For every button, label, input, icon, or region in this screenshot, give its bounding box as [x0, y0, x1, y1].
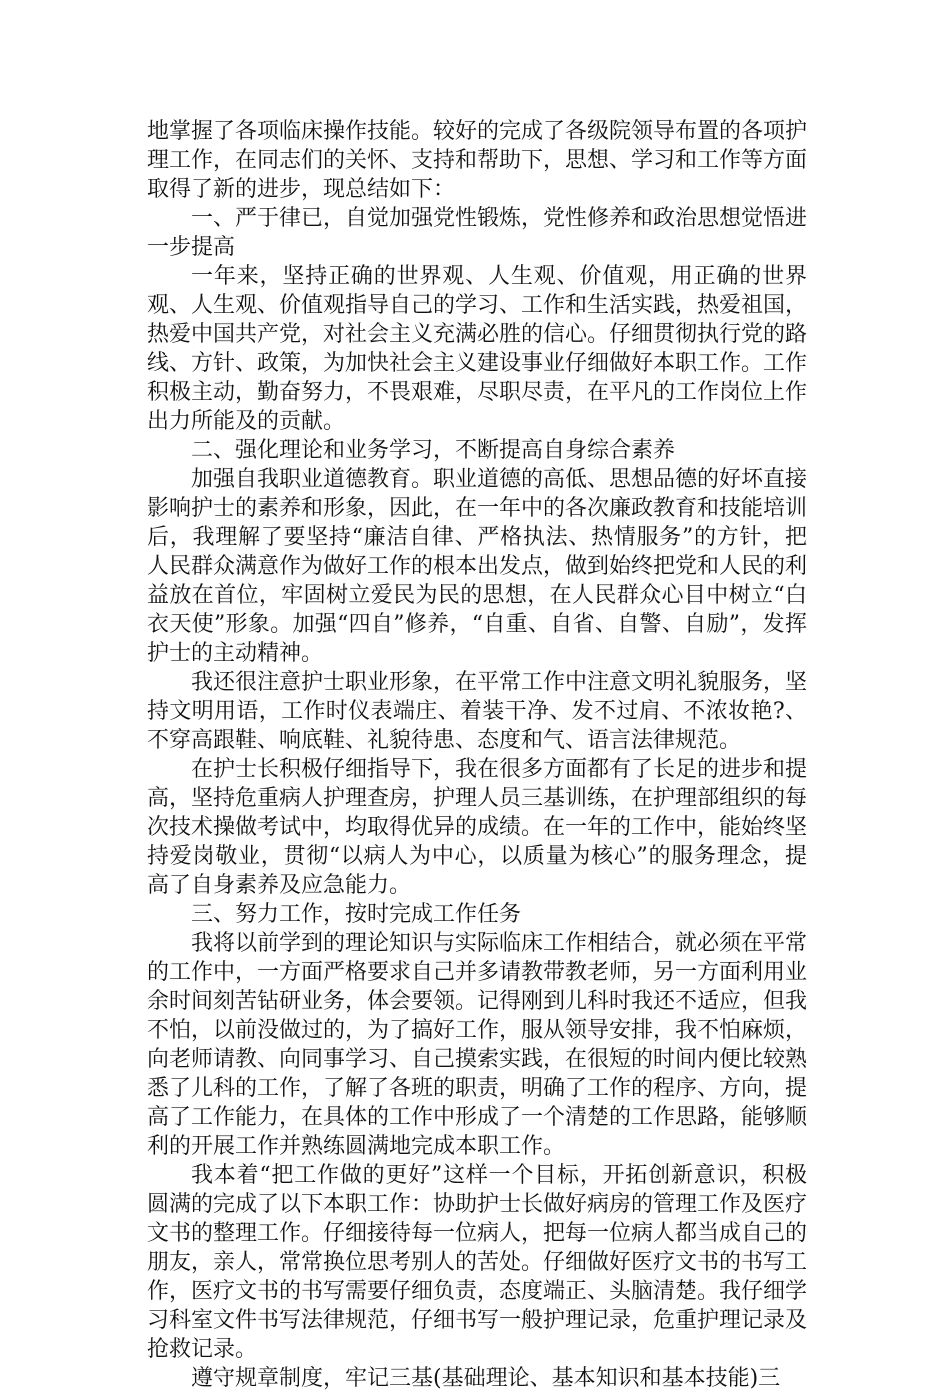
section-heading-2: 二、强化理论和业务学习，不断提高自身综合素养 — [191, 438, 676, 463]
paragraph-final: 遵守规章制度，牢记三基(基础理论、基本知识和基本技能)三 — [191, 1366, 781, 1391]
section-heading-3: 三、努力工作，按时完成工作任务 — [191, 902, 522, 927]
paragraph: 我将以前学到的理论知识与实际临床工作相结合，就必须在平常的工作中，一方面严格要求自己并多请教带教老师，另一方面利用业余时间刻苦钻研业务，体会要领。记得刚到儿科时我还不适应，但我不怕，以前没做过的，为了搞好工作，服从领导安排，我不怕麻烦，向老师请教、向同事学习、自己摸索实践，在很短的时间内便比较熟悉了儿科的工作，了解了各班的职责，明确了工作的程序、方向，提高了工作能力，在具体的工作中形成了一个清楚的工作思路，能够顺利的开展工作并熟练圆满地完成本职工作。 — [147, 931, 808, 1159]
paragraph: 一年来，坚持正确的世界观、人生观、价值观，用正确的世界观、人生观、价值观指导自己的学习、工作和生活实践，热爱祖国，热爱中国共产党，对社会主义充满必胜的信心。仔细贯彻执行党的路线、方针、政策，为加快社会主义建设事业仔细做好本职工作。工作积极主动，勤奋努力，不畏艰难，尽职尽责，在平凡的工作岗位上作出力所能及的贡献。 — [147, 264, 808, 434]
paragraph: 我本着“把工作做的更好”这样一个目标，开拓创新意识，积极圆满的完成了以下本职工作：协助护士长做好病房的管理工作及医疗文书的整理工作。仔细接待每一位病人，把每一位病人都当成自己的朋友，亲人，常常换位思考别人的苦处。仔细做好医疗文书的书写工作，医疗文书的书写需要仔细负责，态度端正、头脑清楚。我仔细学习科室文件书写法律规范，仔细书写一般护理记录，危重护理记录及抢救记录。 — [147, 1163, 808, 1362]
paragraph: 在护士长积极仔细指导下，我在很多方面都有了长足的进步和提高，坚持危重病人护理查房，护理人员三基训练，在护理部组织的每次技术操做考试中，均取得优异的成绩。在一年的工作中，能始终坚持爱岗敬业，贯彻“以病人为中心，以质量为核心”的服务理念，提高了自身素养及应急能力。 — [147, 757, 808, 898]
section-heading-1: 一、严于律已，自觉加强党性锻炼，党性修养和政治思想觉悟进一步提高 — [147, 206, 808, 260]
paragraph: 我还很注意护士职业形象，在平常工作中注意文明礼貌服务，坚持文明用语，工作时仪表端庄、着装干净、发不过肩、不浓妆艳?、不穿高跟鞋、响底鞋、礼貌待患、态度和气、语言法律规范。 — [147, 670, 808, 753]
document-body — [147, 117, 807, 1393]
paragraph-intro: 地掌握了各项临床操作技能。较好的完成了各级院领导布置的各项护理工作，在同志们的关怀、支持和帮助下，思想、学习和工作等方面取得了新的进步，现总结如下： — [147, 119, 808, 202]
paragraph: 加强自我职业道德教育。职业道德的高低、思想品德的好坏直接影响护士的素养和形象，因此，在一年中的各次廉政教育和技能培训后，我理解了要坚持“廉洁自律、严格执法、热情服务”的方针，把人民群众满意作为做好工作的根本出发点，做到始终把党和人民的利益放在首位，牢固树立爱民为民的思想，在人民群众心目中树立“白衣天使”形象。加强“四自”修养，“自重、自省、自警、自励”，发挥护士的主动精神。 — [147, 467, 808, 666]
